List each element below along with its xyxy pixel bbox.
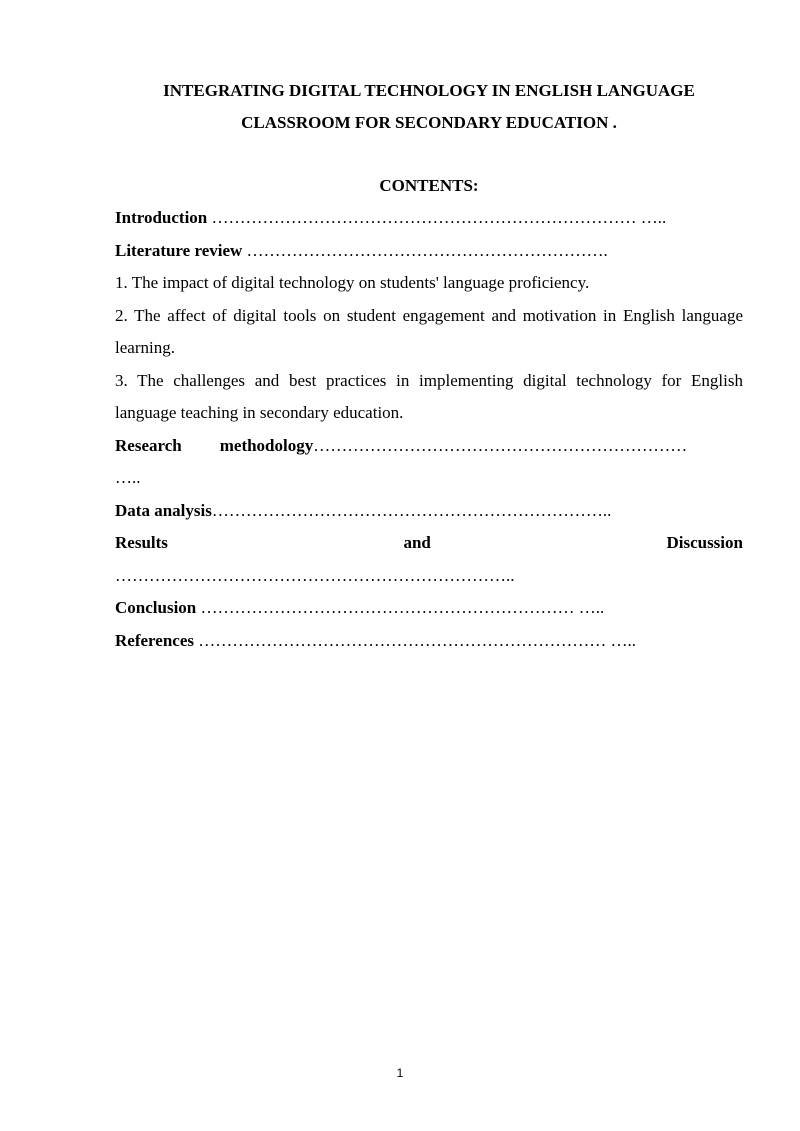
toc-label-conclusion: Conclusion (115, 598, 197, 617)
table-of-contents (115, 202, 743, 657)
toc-leader-literature-review: ………………………………………………………. (242, 240, 608, 260)
toc-justify-gap (182, 430, 220, 463)
toc-label-references: References (115, 630, 194, 650)
contents-heading: CONTENTS: (379, 176, 479, 195)
toc-item-1: 1. The impact of digital technology on students' language proficiency. (115, 273, 590, 292)
toc-leader-research-methodology: ………………………………………………………… (313, 435, 688, 455)
toc-entry-research-methodology (115, 430, 743, 463)
toc-label-literature-review: Literature review (115, 240, 243, 260)
toc-label-results: Results (115, 533, 168, 552)
document-title-line-1: INTEGRATING DIGITAL TECHNOLOGY IN ENGLISH LANGUAGE (163, 81, 695, 100)
toc-item-2: 2. The affect of digital tools on student engagement and motivation in English language learning. (115, 305, 743, 357)
toc-entry-data-analysis (115, 495, 743, 528)
toc-item-3: 3. The challenges and best practices in implementing digital technology for English language teaching in secondary education. (115, 370, 743, 422)
toc-label-research: Research (115, 435, 182, 455)
toc-entry-references (115, 625, 743, 658)
toc-leader-data-analysis: …………………………………………………………….. (211, 500, 612, 520)
toc-label-and: and (403, 533, 431, 552)
document-page (115, 75, 743, 657)
toc-entry-results-discussion (115, 527, 743, 560)
toc-leader-results-discussion: …………………………………………………………….. (115, 565, 515, 585)
page-number: 1 (396, 1066, 404, 1080)
toc-entry-introduction (115, 202, 743, 235)
toc-entry-conclusion (115, 592, 743, 625)
toc-label-introduction: Introduction (115, 208, 208, 227)
toc-label-discussion: Discussion (666, 533, 743, 552)
document-title-line-2: CLASSROOM FOR SECONDARY EDUCATION . (241, 113, 617, 132)
toc-leader-references: ……………………………………………………………… ….. (193, 630, 636, 650)
toc-label-methodology: methodology (219, 435, 314, 455)
toc-leader-conclusion: ………………………………………………………… ….. (196, 598, 605, 617)
toc-leader-research-methodology-cont: ….. (115, 468, 141, 487)
toc-leader-introduction: ………………………………………………………………… ….. (207, 208, 667, 227)
toc-label-data-analysis: Data analysis (115, 500, 212, 520)
toc-entry-literature-review (115, 235, 743, 268)
